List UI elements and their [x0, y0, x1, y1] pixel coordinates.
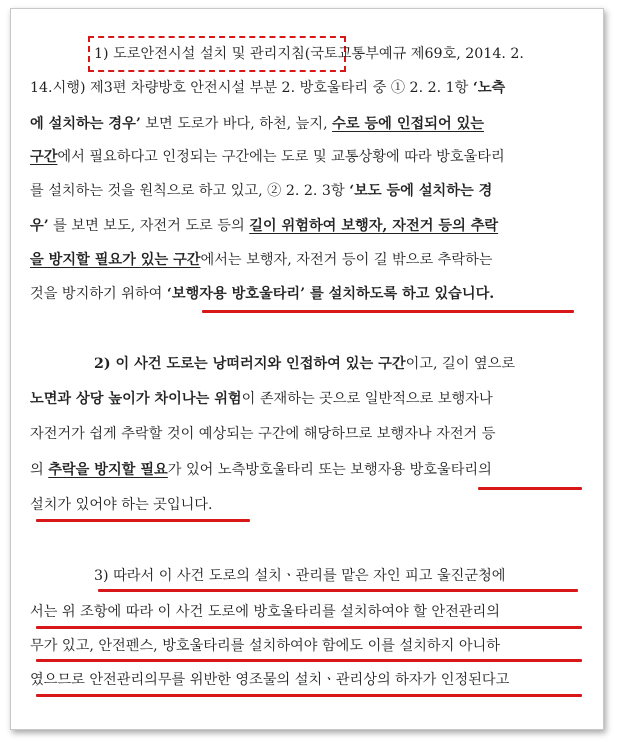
paragraph1-line5	[30, 181, 492, 203]
text-span: 를 설치하는 것을 원칙으로 하고 있고, ② 2. 2. 3항	[30, 183, 350, 199]
bold-text: 에 설치하는 경우’	[30, 116, 141, 132]
paragraph3-line3	[30, 636, 500, 658]
text-span: 14.시행) 제3편 차량방호 안전시설 부분 2. 방호울타리 중 ① 2. 2. 1항	[30, 80, 473, 96]
paragraph3-line1	[94, 566, 506, 588]
underline-annotation-2	[478, 487, 582, 490]
underlined-bold-text: 추락을 방지할 필요	[48, 462, 168, 478]
underline-annotation-5	[36, 626, 582, 629]
text-span: 에서 필요하다고 인정되는 구간에는 도로 및 교통상황에 따라 방호울타리	[57, 149, 505, 165]
item-marker: 1)	[94, 46, 109, 62]
paragraph1-line1	[94, 44, 524, 66]
underlined-bold-text: 길이 위험하여 보행자, 자전거 등의 추락	[249, 218, 499, 234]
text-span: 보면 도로가 바다, 하천, 늪지,	[140, 116, 333, 132]
underlined-bold-text: 수로 등에 인접되어 있는	[332, 116, 484, 132]
bold-text: 2) 이 사건 도로는 낭떠러지와 인접하여 있는 구간	[94, 356, 406, 372]
underline-annotation-7	[36, 694, 582, 697]
underline-annotation-3	[36, 519, 250, 522]
paragraph2-line2	[30, 389, 493, 411]
text-span: 3) 따라서 이 사건 도로의 설치ㆍ관리를 맡은 자인 피고 울진군청에	[94, 568, 506, 584]
paragraph2-line5	[30, 495, 213, 517]
bold-text: ‘보도 등에 설치하는 경	[349, 183, 493, 199]
text-span: 무가 있고, 안전펜스, 방호울타리를 설치하여야 함에도 이를 설치하지 아니하	[30, 638, 500, 654]
underline-annotation-6	[36, 659, 582, 662]
underlined-bold-text: 을 방지할 필요가 있는 구간	[30, 252, 201, 268]
underline-annotation-1	[202, 310, 574, 313]
paragraph2-line4	[30, 460, 492, 482]
bold-text: 우’	[30, 218, 49, 234]
text-span: 의	[30, 462, 49, 478]
text-span: 였으므로 안전관리의무를 위반한 영조물의 설치ㆍ관리상의 하자가 인정된다고	[30, 672, 510, 688]
paragraph3-line2	[30, 602, 500, 624]
guideline-reference: (국토교통부예규 제69호, 2014. 2.	[304, 46, 524, 62]
text-span: 를 보면 보도, 자전거 도로 등의	[48, 218, 250, 234]
paragraph2-line3	[30, 424, 495, 446]
bold-text: ‘노측	[472, 80, 506, 96]
text-span: 이 존재하는 곳으로 일반적으로 보행자나	[241, 391, 493, 407]
underlined-bold-text: 구간	[30, 149, 58, 165]
paragraph3-line4	[30, 670, 509, 692]
paragraph1-line4	[30, 147, 505, 169]
paragraph1-line8	[30, 284, 494, 306]
paragraph1-line2	[30, 78, 505, 100]
bold-text: ‘보행자용 방호울타리’ 를 설치하도록 하고 있습니다.	[166, 286, 495, 302]
text-span: 방호울타리의	[409, 462, 492, 478]
bold-text: 노면과 상당 높이가 차이나는 위험	[30, 391, 242, 407]
guideline-title: 도로안전시설 설치 및 관리지침	[113, 46, 305, 62]
paragraph2-line1	[94, 354, 515, 376]
paragraph1-line7	[30, 250, 492, 272]
text-span: 설치가 있어야 하는 곳입니다.	[30, 497, 213, 513]
text-span: 가 있어 노측방호울타리 또는 보행자용	[167, 462, 410, 478]
text-span: 서는 위 조항에 따라 이 사건 도로에 방호울타리를 설치하여야 할 안전관리의	[30, 604, 500, 620]
paragraph1-line3	[30, 114, 484, 136]
text-span: 에서는 보행자, 자전거 등이 길 밖으로 추락하는	[200, 252, 493, 268]
text-span: 것을 방지하기 위하여	[30, 286, 167, 302]
paragraph1-line6	[30, 216, 498, 238]
underline-annotation-4	[98, 589, 578, 592]
text-span: 자전거가 쉽게 추락할 것이 예상되는 구간에 해당하므로 보행자나 자전거 등	[30, 426, 496, 442]
text-span: 이고, 길이 옆으로	[405, 356, 516, 372]
